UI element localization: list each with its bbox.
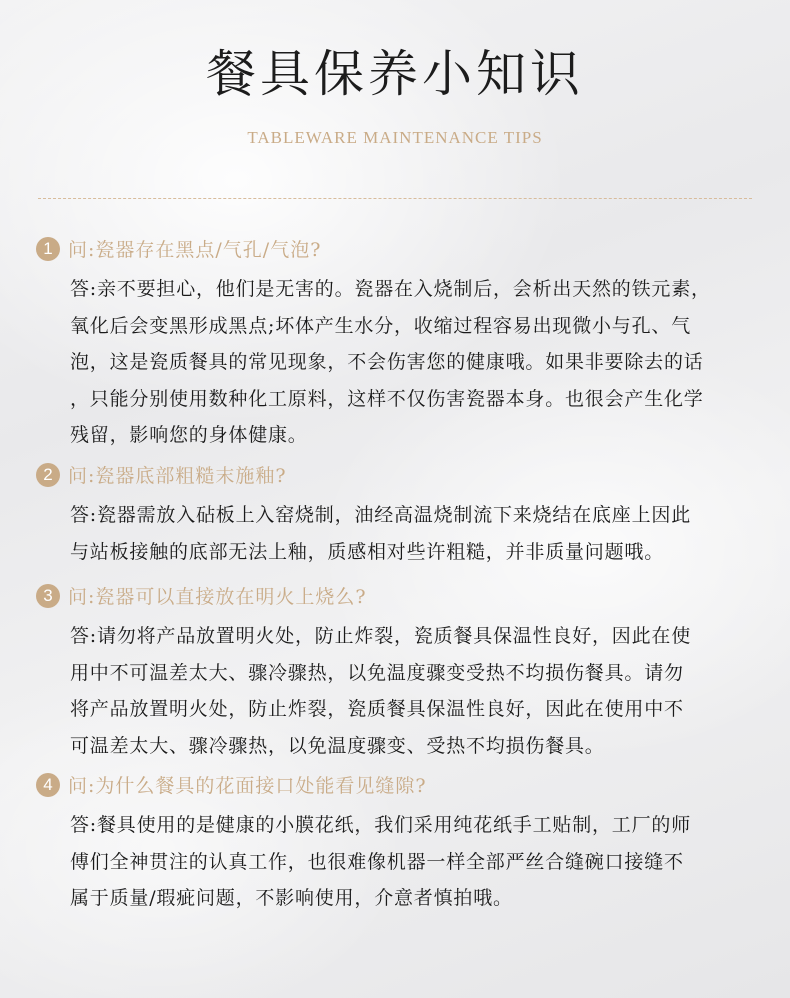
answer-line: 属于质量/瑕疵问题，不影响使用，介意者慎拍哦。 [70, 887, 513, 909]
answer-line: 与站板接触的底部无法上釉，质感相对些许粗糙，并非质量问题哦。 [70, 540, 665, 563]
answer-line: 氧化后会变黑形成黑点;坏体产生水分，收缩过程容易出现微小与孔、气 [70, 314, 692, 337]
answer-text [70, 271, 730, 454]
answer-text [70, 497, 730, 570]
answer-line: ，只能分别使用数种化工原料，这样不仅伤害瓷器本身。也很会产生化学 [70, 387, 704, 410]
answer-line: 答:瓷器需放入砧板上入窑烧制，油经高温烧制流下来烧结在底座上因此 [70, 504, 692, 526]
answer-line: 答:请勿将产品放置明火处，防止炸裂，瓷质餐具保温性良好，因此在使 [70, 625, 692, 647]
number-badge: 3 [36, 584, 60, 608]
question-row [36, 582, 756, 612]
question-row [36, 771, 756, 801]
faq-item-3 [36, 582, 756, 764]
number-badge: 2 [36, 463, 60, 487]
question-row [36, 461, 756, 491]
question-row [36, 235, 756, 265]
answer-line: 傅们全神贯注的认真工作，也很难像机器一样全部严丝合缝碗口接缝不 [70, 850, 684, 873]
faq-item-4 [36, 771, 756, 917]
question-text: 问:瓷器可以直接放在明火上烧么? [68, 586, 367, 608]
answer-line: 泡，这是瓷质餐具的常见现象，不会伤害您的健康哦。如果非要除去的话 [70, 351, 704, 373]
number-badge: 1 [36, 237, 60, 261]
answer-line: 答:亲不要担心，他们是无害的。瓷器在入烧制后，会析出天然的铁元素， [70, 278, 711, 300]
answer-line: 用中不可温差太大、骤冷骤热，以免温度骤变受热不均损伤餐具。请勿 [70, 661, 684, 684]
answer-line: 将产品放置明火处，防止炸裂，瓷质餐具保温性良好，因此在使用中不 [70, 698, 684, 720]
dashed-divider [38, 198, 752, 199]
question-text: 问:瓷器存在黑点/气孔/气泡? [68, 239, 322, 261]
answer-line: 可温差太大、骤冷骤热，以免温度骤变、受热不均损伤餐具。 [70, 734, 605, 757]
page-title: 餐具保养小知识 [206, 45, 584, 103]
question-text: 问:瓷器底部粗糙末施釉? [68, 465, 287, 487]
answer-text [70, 618, 730, 764]
faq-item-1 [36, 235, 756, 454]
answer-line: 残留，影响您的身体健康。 [70, 424, 308, 446]
faq-item-2 [36, 461, 756, 570]
answer-text [70, 807, 730, 917]
answer-line: 答:餐具使用的是健康的小膜花纸，我们采用纯花纸手工贴制，工厂的师 [70, 814, 692, 836]
question-text: 问:为什么餐具的花面接口处能看见缝隙? [68, 775, 427, 797]
page-subtitle: TABLEWARE MAINTENANCE TIPS [247, 128, 543, 147]
number-badge: 4 [36, 773, 60, 797]
